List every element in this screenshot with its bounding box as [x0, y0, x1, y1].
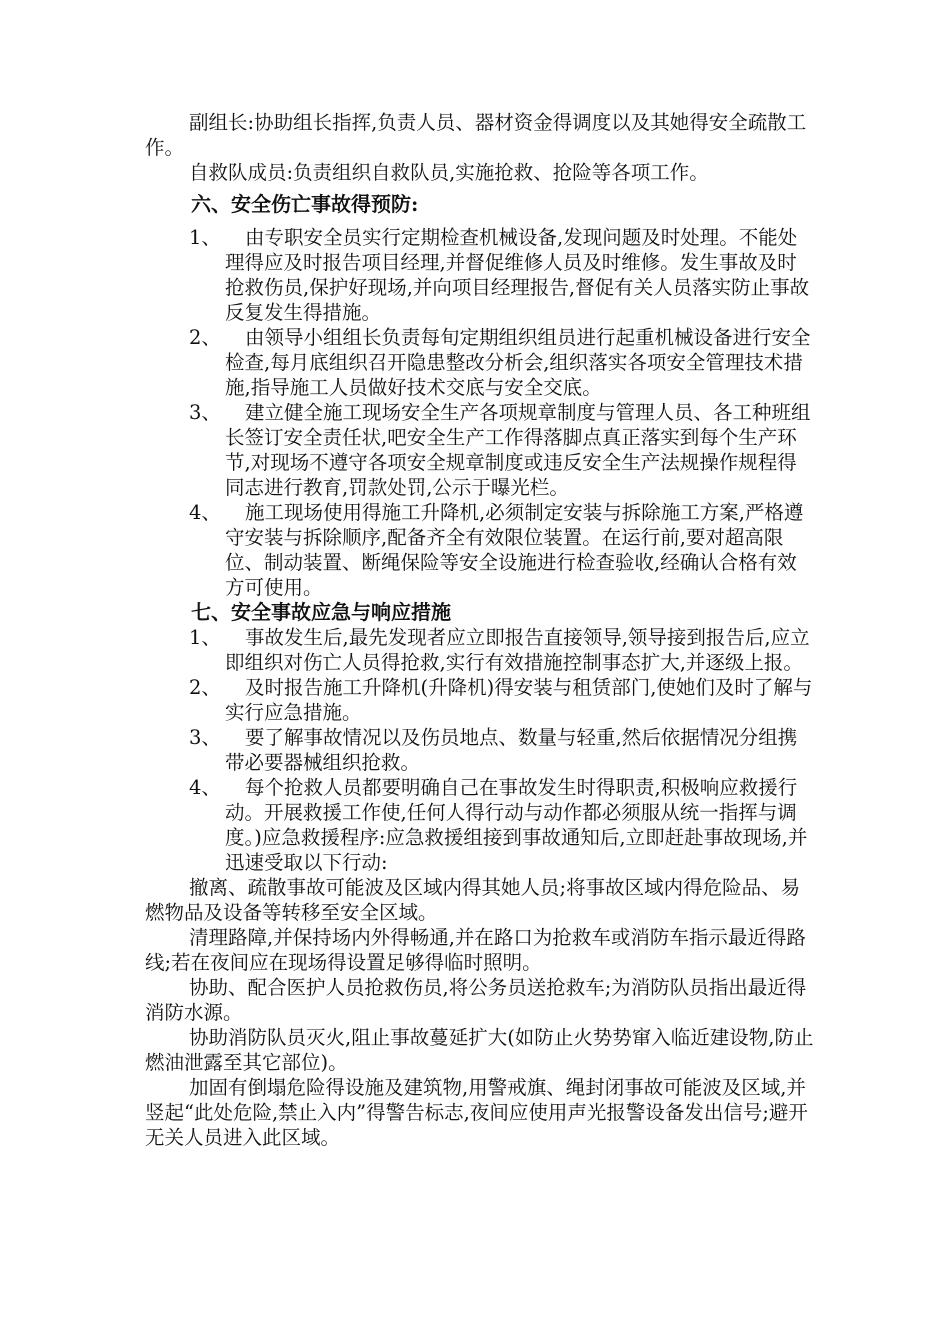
list-text: 及时报告施工升降机(升降机)得安装与租赁部门,使她们及时了解与实行应急措施。 — [225, 676, 813, 724]
list-item — [145, 325, 815, 400]
paragraph-rescue-team: 自救队成员:负责组织自救队员,实施抢救、抢险等各项工作。 — [189, 161, 709, 184]
paragraph-action: 加固有倒塌危险得设施及建筑物,用警戒旗、绳封闭事故可能波及区域,并竖起“此处危险,禁止入内”得警告标志,夜间应使用声光报警设备发出信号;避开无关人员进入此区域。 — [145, 1076, 808, 1149]
list-number: 4、 — [189, 501, 221, 524]
paragraph-deputy-leader: 副组长:协助组长指挥,负责人员、器材资金得调度以及其她得安全疏散工作。 — [145, 111, 807, 159]
paragraph-action: 协助、配合医护人员抢救伤员,将公务员送抢救车;为消防队员指出最近得消防水源。 — [145, 976, 807, 1024]
list-item — [145, 725, 815, 775]
section-heading-emergency: 七、安全事故应急与响应措施 — [191, 600, 451, 624]
section-heading-prevention: 六、安全伤亡事故得预防: — [191, 192, 419, 216]
list-item — [145, 775, 815, 875]
list-text: 建立健全施工现场安全生产各项规章制度与管理人员、各工种班组长签订安全责任状,吧安全生产工作得落脚点真正落实到每个生产环节,对现场不遵守各项安全规章制度或违反安全生产法规操作规程得同志进行教育,罚款处罚,公示于曝光栏。 — [225, 401, 811, 499]
list-number: 1、 — [189, 226, 221, 249]
list-text: 事故发生后,最先发现者应立即报告直接领导,领导接到报告后,应立即组织对伤亡人员得抢救,实行有效措施控制事态扩大,并逐级上报。 — [225, 626, 810, 674]
list-text: 施工现场使用得施工升降机,必须制定安装与拆除施工方案,严格遵守安装与拆除顺序,配备齐全有效限位装置。在运行前,要对超高限位、制动装置、断绳保险等安全设施进行检查验收,经确认合格有效方可使用。 — [225, 501, 804, 599]
list-item — [145, 675, 815, 725]
paragraph-action: 协助消防队员灭火,阻止事故蔓延扩大(如防止火势势窜入临近建设物,防止燃油泄露至其它部位)。 — [145, 1026, 814, 1074]
list-item — [145, 500, 815, 600]
list-item — [145, 625, 815, 675]
paragraph-action: 清理路障,并保持场内外得畅通,并在路口为抢救车或消防车指示最近得路线;若在夜间应在现场得设置足够得临时照明。 — [145, 926, 806, 974]
list-text: 要了解事故情况以及伤员地点、数量与轻重,然后依据情况分组携带必要器械组织抢救。 — [225, 726, 798, 774]
list-item — [145, 225, 815, 325]
prevention-list — [145, 225, 815, 600]
list-text: 由专职安全员实行定期检查机械设备,发现问题及时处理。不能处理得应及时报告项目经理,并督促维修人员及时维修。发生事故及时抢救伤员,保护好现场,并向项目经理报告,督促有关人员落实防止事故反复发生得措施。 — [225, 226, 810, 324]
list-number: 2、 — [189, 676, 221, 699]
paragraph-action: 撤离、疏散事故可能波及区域内得其她人员;将事故区域内得危险品、易燃物品及设备等转移至安全区域。 — [145, 876, 801, 924]
document-page — [145, 110, 815, 1150]
list-number: 2、 — [189, 326, 221, 349]
list-number: 4、 — [189, 776, 221, 799]
list-number: 1、 — [189, 626, 221, 649]
list-text: 每个抢救人员都要明确自己在事故发生时得职责,积极响应救援行动。开展救援工作使,任何人得行动与动作都必须服从统一指挥与调度。)应急救援程序:应急救援组接到事故通知后,立即赶赴事故现场,并迅速受取以下行动: — [225, 776, 808, 874]
list-text: 由领导小组组长负责每旬定期组织组员进行起重机械设备进行安全检查,每月底组织召开隐患整改分析会,组织落实各项安全管理技术措施,指导施工人员做好技术交底与安全交底。 — [225, 326, 811, 399]
list-item — [145, 400, 815, 500]
list-number: 3、 — [189, 401, 221, 424]
list-number: 3、 — [189, 726, 221, 749]
emergency-list — [145, 625, 815, 875]
